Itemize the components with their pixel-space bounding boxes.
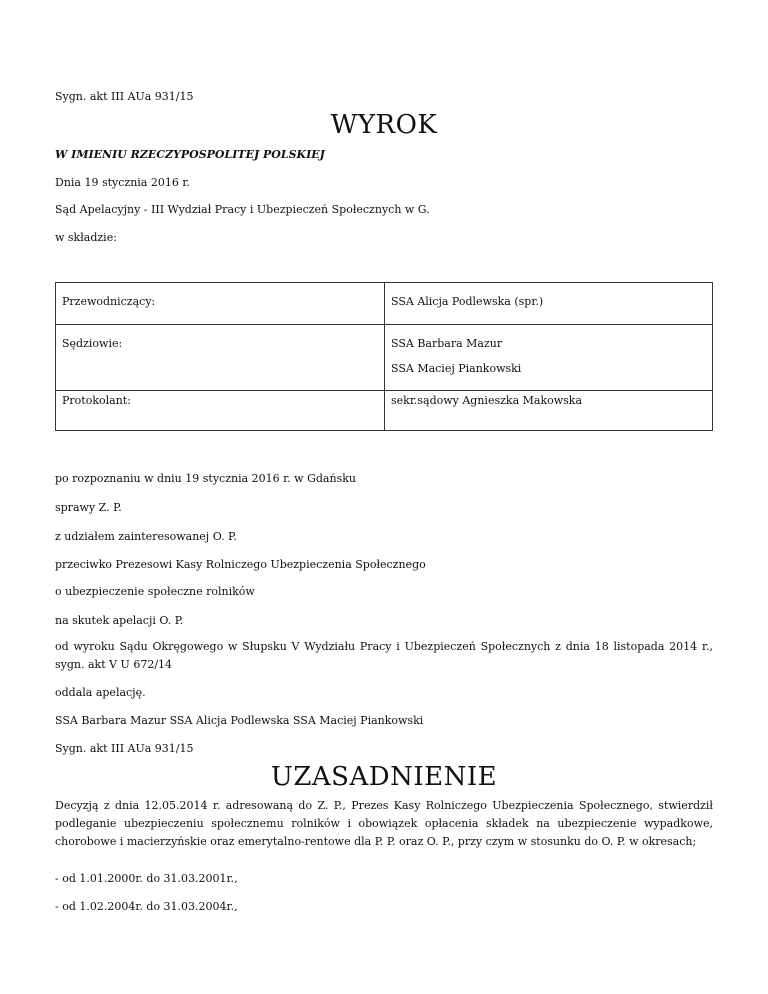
hearing-info: po rozpoznaniu w dniu 19 stycznia 2016 r. w Gdańsku: [55, 472, 356, 485]
panel-name: SSA Maciej Piankowski: [391, 362, 522, 375]
table-row: [56, 391, 713, 431]
panel-role: Przewodniczący:: [62, 295, 156, 308]
composition-label: w składzie:: [55, 231, 117, 244]
defendant: przeciwko Prezesowi Kasy Rolniczego Ubezpieczenia Społecznego: [55, 558, 426, 571]
case-subject: o ubezpieczenie społeczne rolników: [55, 585, 255, 598]
panel-name: SSA Alicja Podlewska (spr.): [391, 295, 544, 308]
judgment-date: Dnia 19 stycznia 2016 r.: [55, 176, 190, 189]
judgment-subtitle: W IMIENIU RZECZYPOSPOLITEJ POLSKIEJ: [55, 148, 325, 161]
court-name: Sąd Apelacyjny - III Wydział Pracy i Ubezpieczeń Społecznych w G.: [55, 203, 430, 216]
table-row: [56, 325, 713, 391]
case-reference-2: Sygn. akt III AUa 931/15: [55, 742, 194, 755]
table-row: [56, 283, 713, 325]
court-panel-table: [55, 282, 713, 431]
judgment-title: WYROK: [330, 110, 438, 140]
panel-role: Protokolant:: [62, 394, 131, 407]
justification-paragraph: Decyzją z dnia 12.05.2014 r. adresowaną do Z. P., Prezes Kasy Rolniczego Ubezpieczenia Społecznego, stwierdził podleganie ubezpieczeniu społecznemu rolników i obowiązek opłacenia składek na ubezpieczenie wypadkowe, chorobowe i macierzyńskie oraz emerytalno-rentowe dla P. P. oraz O. P., przy czym w stosunku do O. P. w okresach;: [55, 799, 713, 848]
case-party: sprawy Z. P.: [55, 501, 122, 514]
case-reference: Sygn. akt III AUa 931/15: [55, 90, 194, 103]
appeal-info: na skutek apelacji O. P.: [55, 614, 184, 627]
interested-party: z udziałem zainteresowanej O. P.: [55, 530, 237, 543]
verdict: oddala apelację.: [55, 686, 146, 699]
justification-title: UZASADNIENIE: [270, 762, 498, 792]
list-item: - od 1.01.2000r. do 31.03.2001r.,: [55, 872, 238, 885]
panel-name: SSA Barbara Mazur: [391, 337, 503, 350]
lower-court-judgment: od wyroku Sądu Okręgowego w Słupsku V Wydziału Pracy i Ubezpieczeń Społecznych z dnia 18 listopada 2014 r., sygn. akt V U 672/14: [55, 640, 713, 671]
panel-role: Sędziowie:: [62, 337, 123, 350]
list-item: - od 1.02.2004r. do 31.03.2004r.,: [55, 900, 238, 913]
panel-name: sekr.sądowy Agnieszka Makowska: [391, 394, 583, 407]
judge-signatures: SSA Barbara Mazur SSA Alicja Podlewska SSA Maciej Piankowski: [55, 714, 424, 727]
